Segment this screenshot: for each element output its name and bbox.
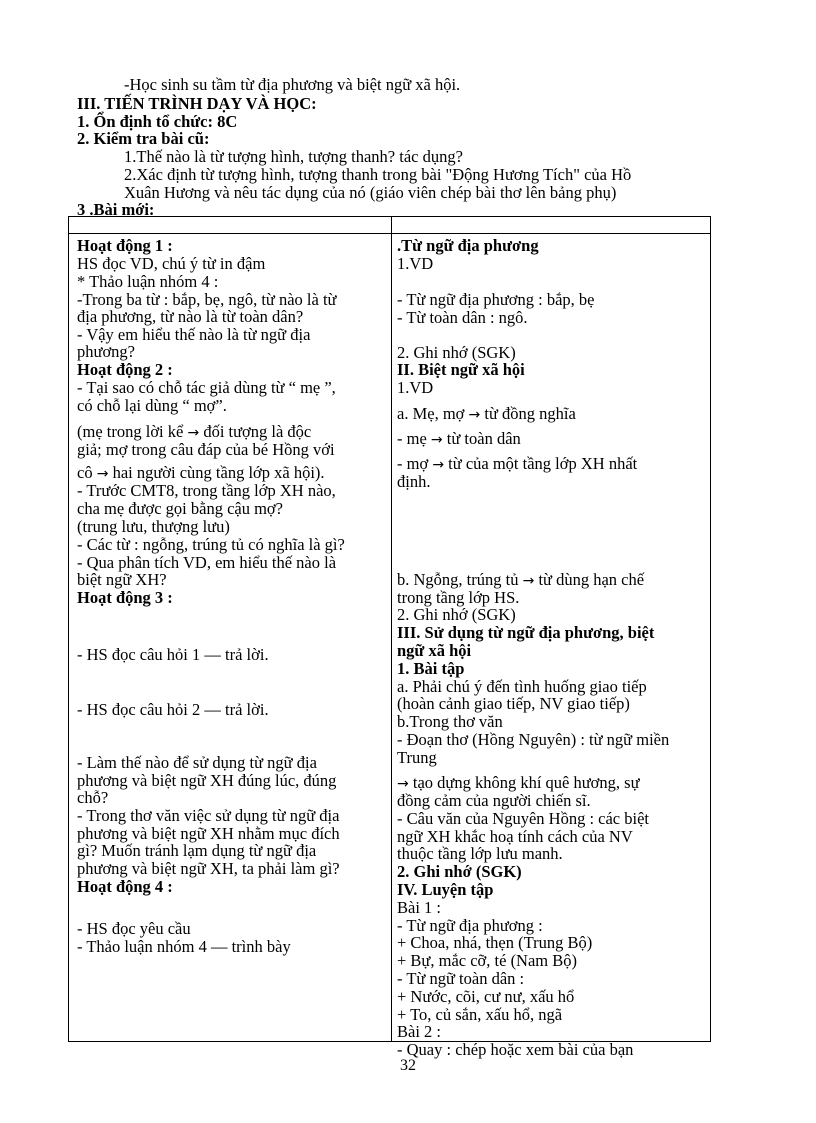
text-line: HS đọc VD, chú ý từ in đậm (77, 254, 266, 273)
question-1: 1.Thế nào là từ tượng hình, tượng thanh? tác dụng? (124, 147, 463, 166)
text-span: từ đồng nghĩa (484, 404, 576, 423)
text-line: ngữ XH khắc hoạ tính cách của NV (397, 827, 633, 846)
text-line: - HS đọc câu hỏi 1 — trả lời. (77, 645, 269, 664)
subheading: 2. Kiểm tra bài cũ: (77, 129, 210, 148)
text-line: 1.VD (397, 378, 434, 397)
text-line: + Choa, nhá, thẹn (Trung Bộ) (397, 933, 593, 952)
text-line: giả; mợ trong câu đáp của bé Hồng với (77, 440, 335, 459)
text-span: cô (77, 463, 93, 482)
text-line: thuộc tầng lớp lưu manh. (397, 844, 563, 863)
subsection-title: 2. Ghi nhớ (SGK) (397, 862, 522, 881)
text-line: Bài 1 : (397, 898, 441, 917)
text-line: (trung lưu, thượng lưu) (77, 517, 230, 536)
activity-title: Hoạt động 3 : (77, 588, 173, 607)
activity-title: Hoạt động 2 : (77, 360, 173, 379)
text-line: - Vậy em hiểu thế nào là từ ngữ địa (77, 325, 311, 344)
text-line: địa phương, từ nào là từ toàn dân? (77, 307, 304, 326)
text-span: tạo dựng không khí quê hương, sự (412, 773, 640, 792)
text-line: - HS đọc câu hỏi 2 — trả lời. (77, 700, 269, 719)
page-number: 32 (400, 1057, 416, 1074)
arrow-right-icon: → (96, 466, 109, 482)
text-line: + Bự, mắc cỡ, té (Nam Bộ) (397, 951, 578, 970)
text-line: cha mẹ được gọi bằng cậu mợ? (77, 499, 283, 518)
subheading: 1. Ổn định tổ chức: 8C (77, 112, 238, 131)
section-title: III. Sử dụng từ ngữ địa phương, biệt (397, 623, 655, 642)
subheading: 3 .Bài mới: (77, 200, 155, 219)
arrow-right-icon: → (397, 776, 409, 792)
arrow-right-icon: → (522, 573, 535, 589)
text-line: * Thảo luận nhóm 4 : (77, 272, 219, 291)
text-line: -Trong ba từ : bắp, bẹ, ngô, từ nào là từ (77, 290, 337, 309)
text-span: từ của một tầng lớp XH nhất (448, 454, 638, 473)
text-line: - Quay : chép hoặc xem bài của bạn (397, 1040, 634, 1059)
text-line: - Từ ngữ toàn dân : (397, 969, 525, 988)
section-title: IV. Luyện tập (397, 880, 494, 899)
text-line: biệt ngữ XH? (77, 570, 167, 589)
text-line: + Nước, cõi, cư nư, xấu hổ (397, 987, 575, 1006)
text-line: phương? (77, 342, 135, 361)
text-line: 1.VD (397, 254, 434, 273)
section-heading: III. TIẾN TRÌNH DẠY VÀ HỌC: (77, 94, 317, 113)
arrow-right-icon: → (468, 407, 481, 423)
text-line: gì? Muốn tránh lạm dụng từ ngữ địa (77, 841, 317, 860)
text-span: - mẹ (397, 429, 427, 448)
text-line: - Tại sao có chỗ tác giả dùng từ “ mẹ ”, (77, 378, 336, 397)
text-line: đồng cảm của người chiến sĩ. (397, 791, 591, 810)
arrow-right-icon: → (430, 432, 443, 448)
text-line: phương và biệt ngữ XH đúng lúc, đúng (77, 771, 337, 790)
activity-title: Hoạt động 1 : (77, 236, 173, 255)
text-span: từ dùng hạn chế (538, 570, 645, 589)
intro-line: -Học sinh su tầm từ địa phương và biệt ngữ xã hội. (124, 75, 461, 94)
text-line: - Trước CMT8, trong tầng lớp XH nào, (77, 481, 336, 500)
text-line: - HS đọc yêu cầu (77, 919, 191, 938)
text-line: - Làm thế nào để sử dụng từ ngữ địa (77, 753, 317, 772)
text-line: - Từ toàn dân : ngô. (397, 308, 528, 327)
section-title: II. Biệt ngữ xã hội (397, 360, 525, 379)
text-line: định. (397, 472, 431, 491)
text-span: (mẹ trong lời kể (77, 422, 184, 441)
text-line: a. Phải chú ý đến tình huống giao tiếp (397, 677, 647, 696)
arrow-right-icon: → (187, 425, 200, 441)
text-line: + To, củ sắn, xấu hổ, ngã (397, 1005, 563, 1024)
text-line: - Qua phân tích VD, em hiểu thế nào là (77, 553, 337, 572)
text-line: Bài 2 : (397, 1022, 441, 1041)
section-title: .Từ ngữ địa phương (397, 236, 539, 255)
text-line (397, 405, 576, 424)
text-line: - Các từ : ngỗng, trúng tủ có nghĩa là gì? (77, 535, 345, 554)
text-line: - Từ ngữ địa phương : bắp, bẹ (397, 290, 595, 309)
lesson-table (68, 216, 711, 1059)
table-header-divider (69, 233, 710, 234)
text-line: chỗ? (77, 788, 109, 807)
arrow-right-icon: → (432, 457, 445, 473)
text-line (397, 455, 637, 474)
section-title-cont: ngữ xã hội (397, 641, 472, 660)
text-line (397, 430, 521, 449)
column-divider (391, 217, 392, 1041)
text-line: - Thảo luận nhóm 4 — trình bày (77, 937, 291, 956)
activity-title: Hoạt động 4 : (77, 877, 173, 896)
text-line: - Từ ngữ địa phương : (397, 916, 543, 935)
text-line: phương và biệt ngữ XH, ta phải làm gì? (77, 859, 340, 878)
text-line: (hoàn cảnh giao tiếp, NV giao tiếp) (397, 694, 630, 713)
text-line: 2. Ghi nhớ (SGK) (397, 605, 516, 624)
text-span: đối tượng là độc (203, 422, 312, 441)
text-span: hai người cùng tầng lớp xã hội). (112, 463, 325, 482)
text-span: từ toàn dân (446, 429, 521, 448)
text-span: - mợ (397, 454, 429, 473)
question-2: 2.Xác định từ tượng hình, tượng thanh trong bài "Động Hương Tích" của Hồ (124, 165, 632, 184)
text-span: a. Mẹ, mợ (397, 404, 465, 423)
subsection-title: 1. Bài tập (397, 659, 465, 678)
text-line: - Trong thơ văn việc sử dụng từ ngữ địa (77, 806, 340, 825)
text-line: trong tầng lớp HS. (397, 588, 520, 607)
text-line: b.Trong thơ văn (397, 712, 503, 731)
text-span: b. Ngỗng, trúng tủ (397, 570, 519, 589)
text-line: phương và biệt ngữ XH nhằm mục đích (77, 824, 340, 843)
text-line: - Đoạn thơ (Hồng Nguyên) : từ ngữ miền (397, 730, 670, 749)
question-2-cont: Xuân Hương và nêu tác dụng của nó (giáo viên chép bài thơ lên bảng phụ) (124, 183, 617, 202)
text-line: 2. Ghi nhớ (SGK) (397, 343, 516, 362)
text-line: có chỗ lại dùng “ mợ”. (77, 396, 227, 415)
text-line: - Câu văn của Nguyên Hồng : các biệt (397, 809, 649, 828)
text-line: Trung (397, 748, 437, 767)
